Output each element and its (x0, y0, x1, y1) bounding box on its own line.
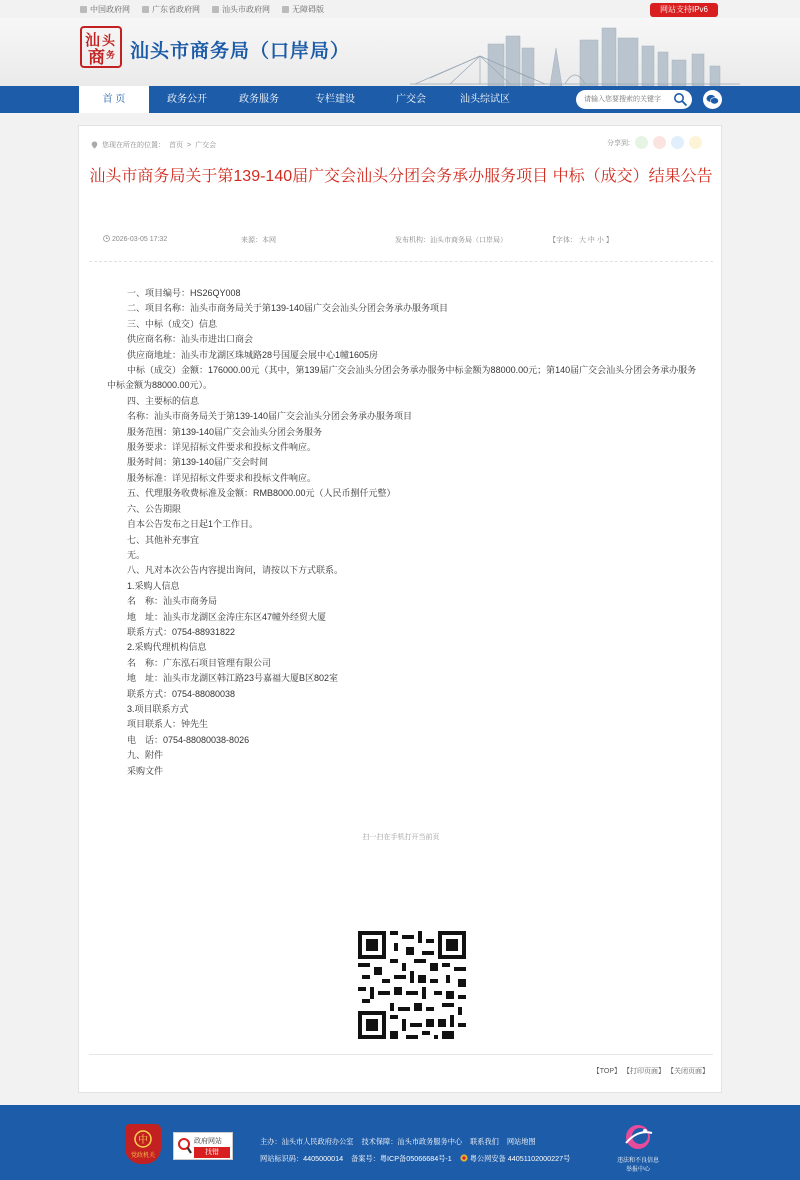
top-link-gov-cn[interactable]: 中国政府网 (80, 4, 130, 15)
font-size-medium[interactable]: 中 (587, 237, 595, 244)
emblem-text: 党政机关 (130, 1153, 156, 1159)
contact-us-link[interactable]: 联系我们 (470, 1137, 499, 1146)
publish-date-text: 2026-03-05 17:32 (111, 236, 168, 243)
qq-share-icon[interactable] (671, 136, 684, 149)
article-paragraph: 3.项目联系方式 (127, 703, 189, 714)
svg-text:头: 头 (102, 34, 116, 49)
meta-divider (89, 261, 713, 262)
footer-line-1 (260, 1133, 576, 1150)
article-paragraph: 九、附件 (127, 750, 164, 761)
qzone-share-icon[interactable] (689, 136, 702, 149)
breadcrumb-home[interactable]: 首页 (169, 142, 183, 149)
attachment-link[interactable]: 采购文件 (127, 765, 164, 776)
footer-sponsor: 主办：汕头市人民政府办公室 (260, 1137, 354, 1146)
sitemap-link[interactable]: 网站地图 (506, 1137, 536, 1146)
article-body (107, 286, 697, 779)
svg-text:中: 中 (138, 1135, 148, 1146)
font-size-switcher (549, 235, 613, 245)
svg-text:务: 务 (106, 51, 116, 61)
footer-info (260, 1133, 576, 1167)
main-nav (0, 86, 800, 113)
police-record-link[interactable]: 粤公网安备 44051102000227号 (469, 1154, 571, 1163)
site-title: 汕头市商务局（口岸局） (130, 41, 351, 62)
ipv6-badge: 网站支持IPv6 (650, 3, 718, 17)
article-publisher: 发布机构：汕头市商务局（口岸局） (395, 237, 507, 244)
article-paragraph: 服务要求：详见招标文件要求和投标文件响应。 (127, 442, 317, 453)
nav-home[interactable]: 首 页 (79, 86, 149, 113)
article-paragraph: 供应商地址：汕头市龙湖区珠城路28号国厦会展中心1幢1605房 (127, 349, 379, 360)
gov-icon (212, 6, 219, 13)
article-paragraph: 电 话：0754-88080038-8026 (127, 734, 250, 745)
font-size-large[interactable]: 大 (578, 237, 586, 244)
font-size-label: 【字体： (549, 237, 577, 244)
seal-logo-icon (82, 28, 120, 66)
wechat-button[interactable] (703, 90, 722, 109)
article-paragraph: 一、项目编号：HS26QY008 (127, 288, 241, 298)
top-link-accessibility[interactable]: 无障碍版 (282, 4, 324, 15)
top-links (80, 4, 324, 15)
article-paragraph: 中标（成交）金额：176000.00元（其中，第139届广交会汕头分团会务承办服务中标金额为88000.00元；第140届广交会汕头分团会务承办服务中标金额为88000.00元）。 (107, 365, 697, 391)
article-paragraph: 地 址：汕头市龙湖区韩江路23号嘉福大厦B区802室 (127, 673, 339, 684)
gov-site-error-report[interactable] (173, 1132, 233, 1160)
site-header (0, 18, 800, 86)
article-paragraph: 服务标准：详见招标文件要求和投标文件响应。 (127, 472, 317, 483)
location-pin-icon (91, 141, 98, 149)
site-logo[interactable] (80, 26, 122, 68)
svg-text:汕: 汕 (85, 31, 101, 49)
top-link-gd-gov[interactable]: 广东省政府网 (142, 4, 200, 15)
font-size-small[interactable]: 小 (596, 237, 604, 244)
article-paragraph: 自本公告发布之日起1个工作日。 (127, 519, 259, 530)
article-paragraph: 六、公告期限 (127, 503, 182, 514)
article-paragraph: 名 称：汕头市商务局 (127, 596, 218, 607)
site-footer (0, 1105, 800, 1180)
share-label: 分享到: (607, 139, 630, 147)
party-gov-emblem[interactable] (125, 1124, 161, 1164)
city-skyline-icon (410, 18, 740, 86)
icp-record-link[interactable]: 备案号：粤ICP备05066684号-1 (351, 1154, 452, 1163)
svg-text:商: 商 (88, 48, 105, 66)
report-center-icon (620, 1123, 656, 1153)
breadcrumb (91, 140, 216, 150)
article-paragraph: 五、代理服务收费标准及金额：RMB8000.00元（人民币捌仟元整） (127, 488, 396, 499)
accessibility-icon (282, 6, 289, 13)
article-title: 汕头市商务局关于第139-140届广交会汕头分团会务承办服务项目 中标（成交）结果公告 (89, 168, 713, 185)
search-icon[interactable] (673, 92, 688, 107)
report-center-line-1: 违法和不良信息 (616, 1158, 659, 1164)
nav-special-columns[interactable]: 专栏建设 (315, 94, 355, 105)
search-input[interactable] (584, 93, 672, 106)
article-paragraph: 项目联系人：钟先生 (127, 719, 209, 730)
police-badge-icon (460, 1154, 468, 1162)
close-page-link[interactable]: 【关闭页面】 (667, 1068, 709, 1075)
article-paragraph: 名称：汕头市商务局关于第139-140届广交会汕头分团会务承办服务项目 (127, 411, 413, 422)
article-paragraph: 供应商名称：汕头市进出口商会 (127, 334, 254, 345)
share-bar (607, 136, 702, 149)
article-paragraph: 无。 (127, 549, 146, 560)
search-box (576, 90, 692, 109)
footer-tech-support: 技术保障：汕头市政务服务中心 (361, 1137, 463, 1146)
wechat-share-icon[interactable] (635, 136, 648, 149)
nav-gov-services[interactable]: 政务服务 (239, 94, 279, 105)
emblem-icon (129, 1128, 157, 1162)
article-paragraph: 三、中标（成交）信息 (127, 318, 218, 329)
error-report-button[interactable]: 找错 (194, 1147, 230, 1158)
error-report-title: 政府网站 (194, 1138, 222, 1145)
article-paragraph: 服务时间：第139-140届广交会时间 (127, 457, 269, 468)
article-paragraph: 地 址：汕头市龙湖区金涛庄东区47幢外经贸大厦 (127, 611, 327, 622)
top-links-bar (0, 0, 800, 18)
article-source: 来源：本网 (241, 237, 276, 244)
footer-divider (89, 1054, 713, 1055)
nav-pilot-zone[interactable]: 汕头综试区 (460, 94, 510, 105)
scan-hint: 扫一扫在手机打开当前页 (362, 834, 440, 841)
nav-gov-affairs-public[interactable]: 政务公开 (167, 94, 207, 105)
font-size-close: 】 (605, 237, 613, 244)
gov-icon (80, 6, 87, 13)
breadcrumb-separator: > (187, 141, 192, 149)
illegal-info-report-center[interactable] (612, 1123, 664, 1171)
gov-icon (142, 6, 149, 13)
article-paragraph: 联系方式：0754-88931822 (127, 626, 236, 637)
wechat-icon (706, 94, 719, 105)
report-center-line-2: 举报中心 (625, 1167, 650, 1173)
top-link-st-gov[interactable]: 汕头市政府网 (212, 4, 270, 15)
article-paragraph: 服务范围：第139-140届广交会汕头分团会务服务 (127, 426, 323, 437)
site-identifier: 网站标识码：4405000014 (260, 1154, 344, 1163)
article-paragraph: 八、凡对本次公告内容提出询问，请按以下方式联系。 (127, 565, 344, 576)
clock-icon (103, 235, 110, 242)
footer-line-2 (260, 1150, 576, 1167)
breadcrumb-prefix: 您现在所在的位置： (102, 142, 165, 149)
nav-canton-fair[interactable]: 广交会 (396, 94, 426, 105)
breadcrumb-canton-fair[interactable]: 广交会 (195, 142, 217, 149)
article-paragraph: 四、主要标的信息 (127, 395, 200, 406)
article-paragraph: 二、项目名称：汕头市商务局关于第139-140届广交会汕头分团会务承办服务项目 (127, 303, 449, 314)
qr-code-icon (358, 931, 466, 1039)
article-paragraph: 1.采购人信息 (127, 580, 180, 591)
article-panel (78, 125, 722, 1093)
article-paragraph: 七、其他补充事宜 (127, 534, 200, 545)
article-paragraph: 联系方式：0754-88080038 (127, 688, 236, 699)
magnifier-icon (177, 1137, 192, 1155)
page-tools (593, 1066, 709, 1076)
publish-date (103, 235, 167, 243)
print-page-link[interactable]: 【打印页面】 (623, 1068, 665, 1075)
back-to-top-link[interactable]: 【TOP】 (592, 1068, 621, 1075)
weibo-share-icon[interactable] (653, 136, 666, 149)
article-paragraph: 名 称：广东泓石项目管理有限公司 (127, 657, 272, 668)
article-paragraph: 2.采购代理机构信息 (127, 642, 207, 653)
